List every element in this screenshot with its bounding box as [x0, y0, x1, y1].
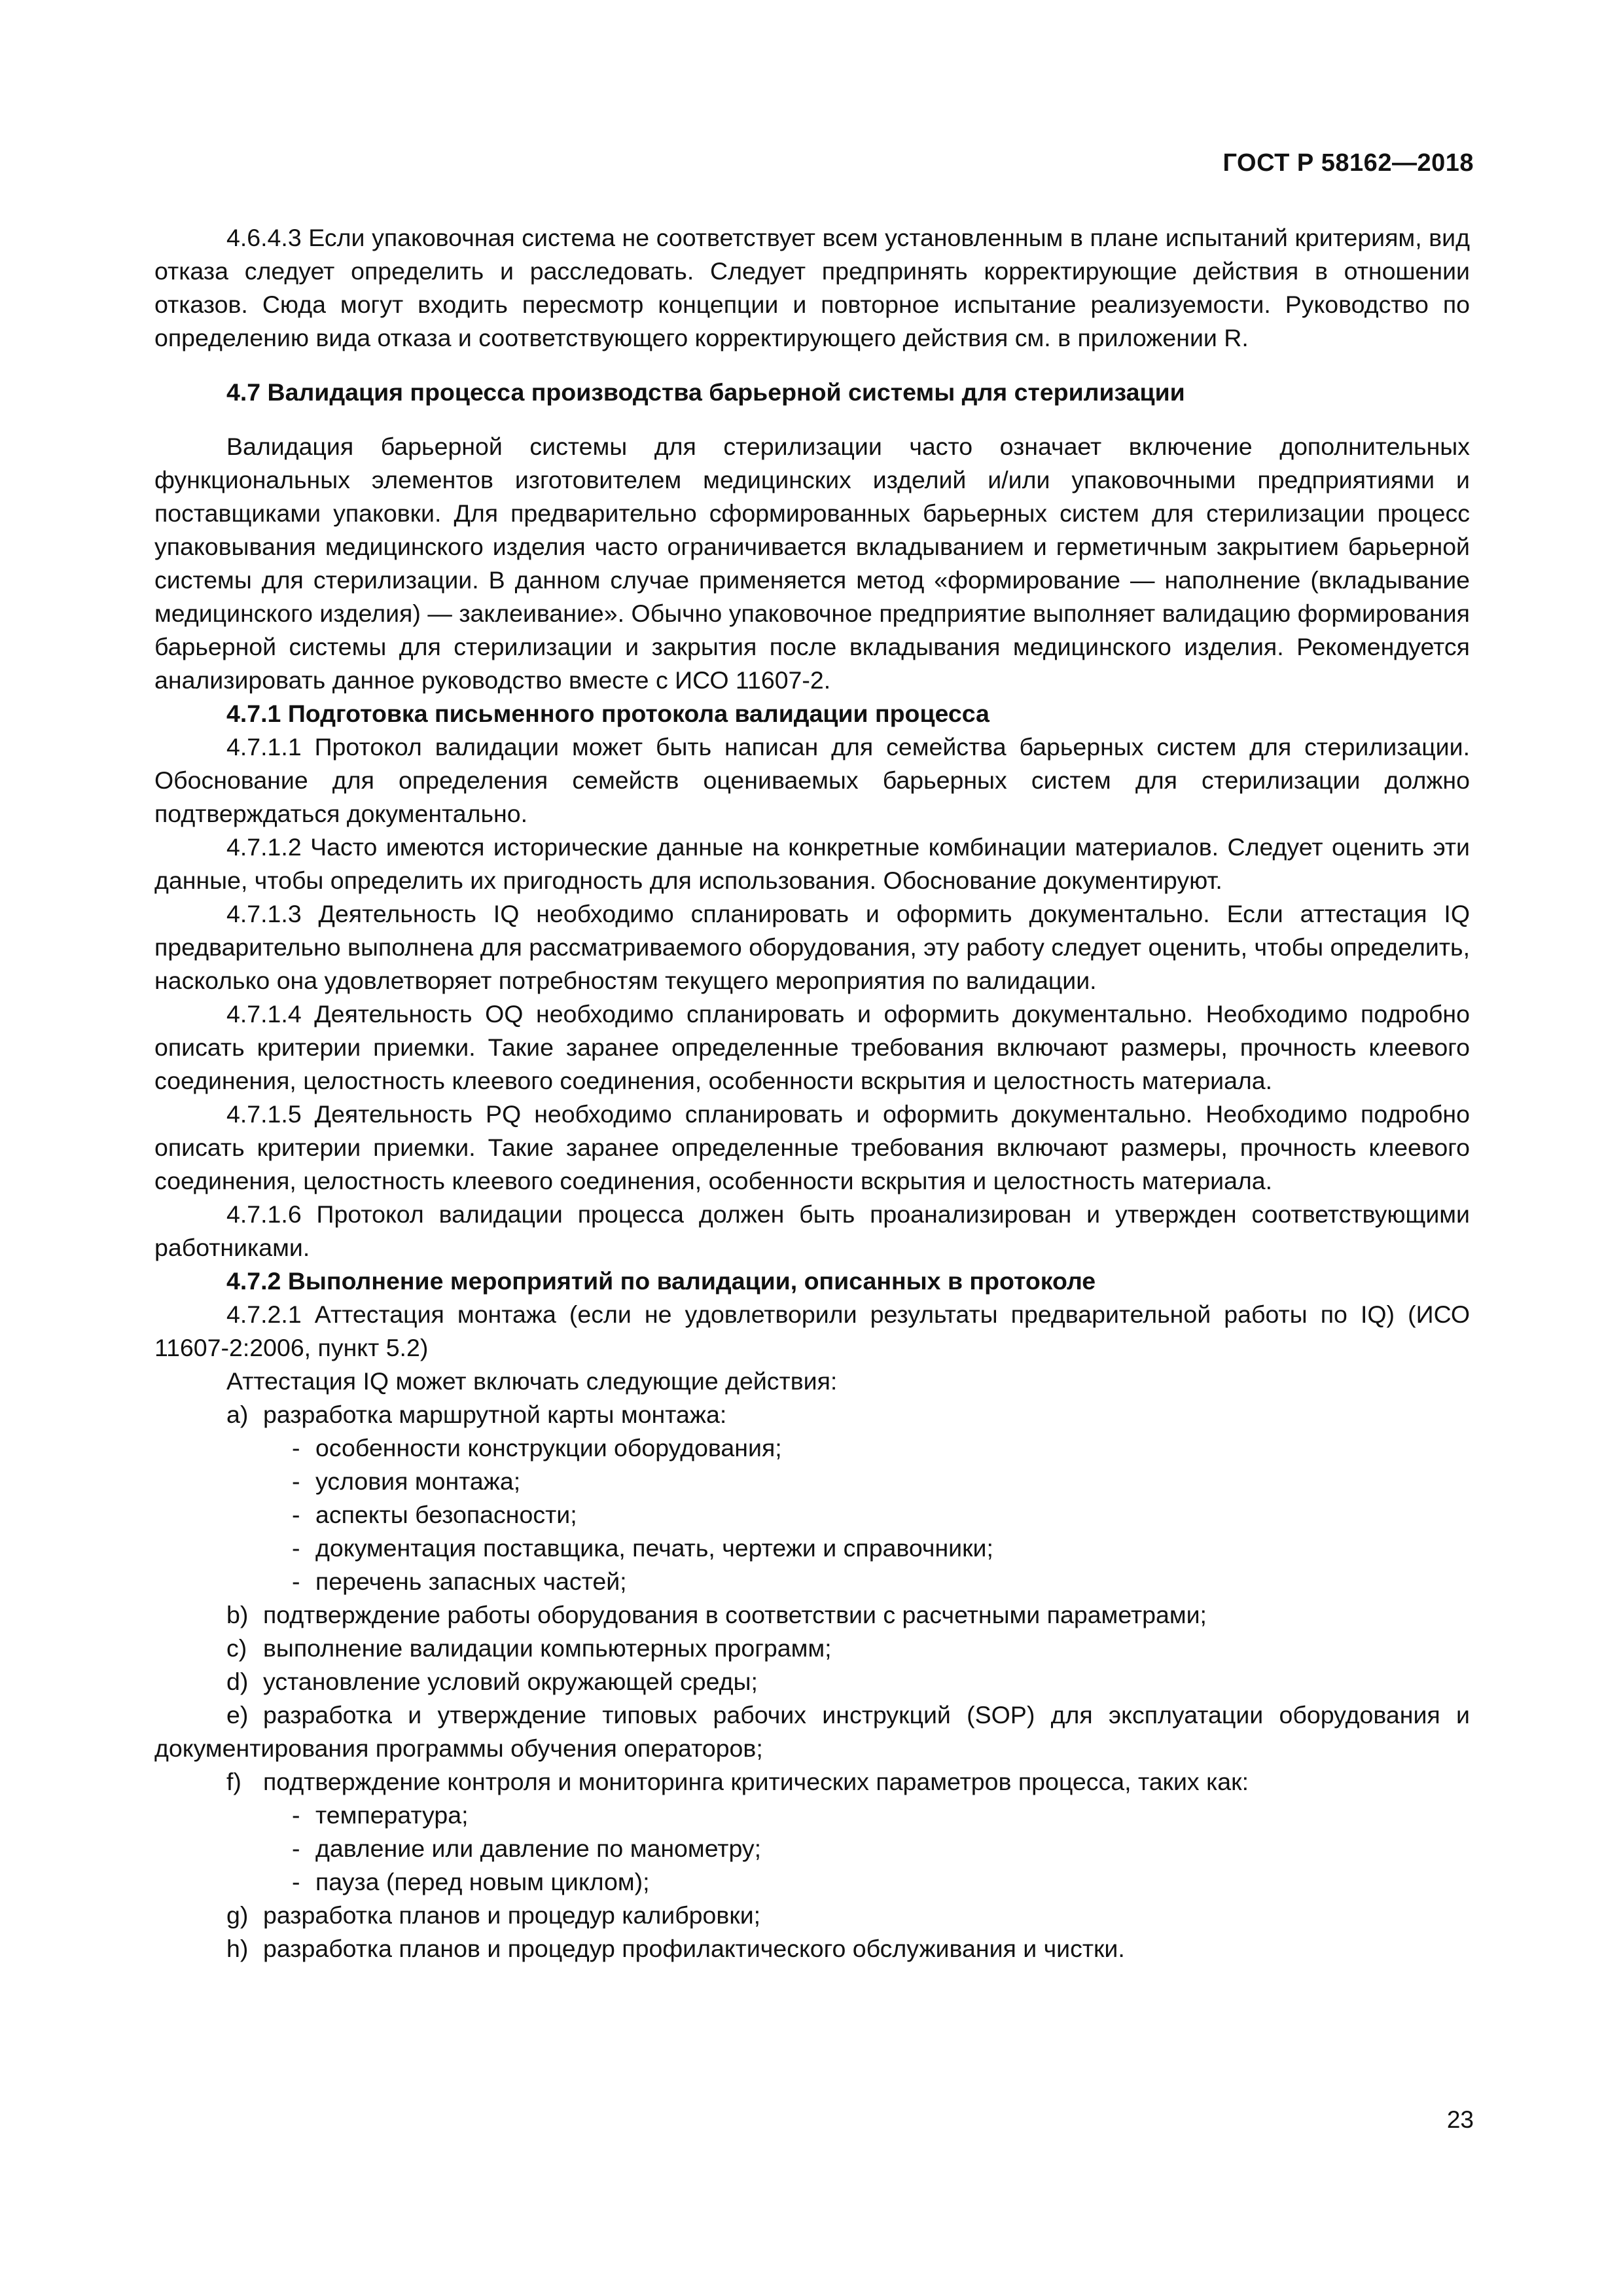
dash-bullet: - — [292, 1801, 300, 1829]
list-item-text: выполнение валидации компьютерных программ; — [263, 1634, 832, 1662]
paragraph-4-7-1-5: 4.7.1.5 Деятельность PQ необходимо спланировать и оформить документально. Необходимо подробно описать критерии приемки. Такие заранее определенные требования включают размеры, прочность клеевого соединения, целостность клеевого соединения, особенности вскрытия и целостность материала. — [154, 1100, 1470, 1194]
heading-4-7: 4.7 Валидация процесса производства барьерной системы для стерилизации — [226, 378, 1185, 406]
dash-bullet: - — [292, 1868, 300, 1895]
paragraph-4-7-1-3: 4.7.1.3 Деятельность IQ необходимо спланировать и оформить документально. Если аттестация IQ предварительно выполнена для рассматриваемого оборудования, эту работу следует оценить, чтобы определить, насколько она удовлетворяет потребностям текущего мероприятия по валидации. — [154, 900, 1470, 994]
dash-bullet: - — [292, 1501, 300, 1528]
list-item-label: d) — [226, 1668, 249, 1695]
dash-bullet: - — [292, 1467, 300, 1495]
sub-list-item: - перечень запасных частей; — [154, 1565, 1470, 1598]
document-body — [154, 221, 1470, 1965]
list-item-g — [154, 1899, 1470, 1932]
sub-list-item: - документация поставщика, печать, чертежи и справочники; — [154, 1532, 1470, 1565]
sub-list-item: - температура; — [154, 1799, 1470, 1832]
sub-list-item: - давление или давление по манометру; — [154, 1832, 1470, 1865]
list-item-d — [154, 1665, 1470, 1698]
list-item-label: b) — [226, 1601, 249, 1628]
paragraph-iq-intro: Аттестация IQ может включать следующие действия: — [226, 1367, 838, 1395]
dash-bullet: - — [292, 1434, 300, 1462]
paragraph-4-7-1-2: 4.7.1.2 Часто имеются исторические данные на конкретные комбинации материалов. Следует оценить эти данные, чтобы определить их пригодность для использования. Обоснование документируют. — [154, 833, 1470, 894]
list-item-e — [154, 1698, 1470, 1765]
list-item-b — [154, 1598, 1470, 1632]
dash-bullet: - — [292, 1835, 300, 1862]
list-item-a — [154, 1398, 1470, 1431]
iq-actions-list — [154, 1398, 1470, 1965]
paragraph-4-7-1-6: 4.7.1.6 Протокол валидации процесса должен быть проанализирован и утвержден соответствующими работниками. — [154, 1200, 1470, 1261]
list-item-text: разработка маршрутной карты монтажа: — [263, 1401, 727, 1428]
list-item-label: c) — [226, 1634, 247, 1662]
dash-bullet: - — [292, 1568, 300, 1595]
list-item-h — [154, 1932, 1470, 1965]
paragraph-4-7-1-1: 4.7.1.1 Протокол валидации может быть написан для семейства барьерных систем для стерилизации. Обоснование для определения семейств оцениваемых барьерных систем для стерилизации должно подтверждаться документально. — [154, 733, 1470, 827]
dash-bullet: - — [292, 1534, 300, 1562]
list-item-text: разработка планов и процедур профилактического обслуживания и чистки. — [263, 1935, 1125, 1962]
sub-list-item: - условия монтажа; — [154, 1465, 1470, 1498]
list-item-text: разработка планов и процедур калибровки; — [263, 1901, 761, 1929]
page-number: 23 — [1446, 2106, 1474, 2133]
list-item-f — [154, 1765, 1470, 1799]
list-item-text: разработка и утверждение типовых рабочих инструкций (SOP) для эксплуатации оборудования и документирования программы обучения операторов; — [154, 1701, 1470, 1762]
heading-4-7-1: 4.7.1 Подготовка письменного протокола валидации процесса — [226, 700, 990, 727]
sub-list-item: - пауза (перед новым циклом); — [154, 1865, 1470, 1899]
list-item-label: g) — [226, 1901, 249, 1929]
paragraph-4-7-1-4: 4.7.1.4 Деятельность OQ необходимо спланировать и оформить документально. Необходимо подробно описать критерии приемки. Такие заранее определенные требования включают размеры, прочность клеевого соединения, целостность клеевого соединения, особенности вскрытия и целостность материала. — [154, 1000, 1470, 1094]
paragraph-4-7-2-1: 4.7.2.1 Аттестация монтажа (если не удовлетворили результаты предварительной работы по IQ) (ИСО 11607-2:2006, пункт 5.2) — [154, 1300, 1470, 1361]
list-item-text: подтверждение работы оборудования в соответствии с расчетными параметрами; — [263, 1601, 1207, 1628]
sub-list-item: - аспекты безопасности; — [154, 1498, 1470, 1532]
list-item-label: f) — [226, 1768, 241, 1795]
list-item-text: установление условий окружающей среды; — [263, 1668, 758, 1695]
list-item-text: подтверждение контроля и мониторинга критических параметров процесса, таких как: — [263, 1768, 1249, 1795]
heading-4-7-2: 4.7.2 Выполнение мероприятий по валидации, описанных в протоколе — [226, 1267, 1096, 1295]
list-item-label: h) — [226, 1935, 249, 1962]
paragraph-4-7-intro: Валидация барьерной системы для стерилизации часто означает включение дополнительных функциональных элементов изготовителем медицинских изделий и/или упаковочными предприятиями и поставщиками упаковки. Для предварительно сформированных барьерных систем для стерилизации процесс упаковывания медицинского изделия часто ограничивается вкладыванием и герметичным закрытием барьерной системы для стерилизации. В данном случае применяется метод «формирование — наполнение (вкладывание медицинского изделия) — заклеивание». Обычно упаковочное предприятие выполняет валидацию формирования барьерной системы для стерилизации и закрытия после вкладывания медицинского изделия. Рекомендуется анализировать данное руководство вместе с ИСО 11607-2. — [154, 433, 1470, 694]
list-item-label: a) — [226, 1401, 249, 1428]
list-item-label: e) — [226, 1701, 249, 1729]
sub-list-item: - особенности конструкции оборудования; — [154, 1431, 1470, 1465]
paragraph-4-6-4-3: 4.6.4.3 Если упаковочная система не соответствует всем установленным в плане испытаний критериям, вид отказа следует определить и расследовать. Следует предпринять корректирующие действия в отношении отказов. Сюда могут входить пересмотр концепции и повторное испытание реализуемости. Руководство по определению вида отказа и соответствующего корректирующего действия см. в приложении R. — [154, 224, 1470, 351]
document-header-standard: ГОСТ Р 58162—2018 — [1222, 149, 1474, 177]
list-item-c — [154, 1632, 1470, 1665]
